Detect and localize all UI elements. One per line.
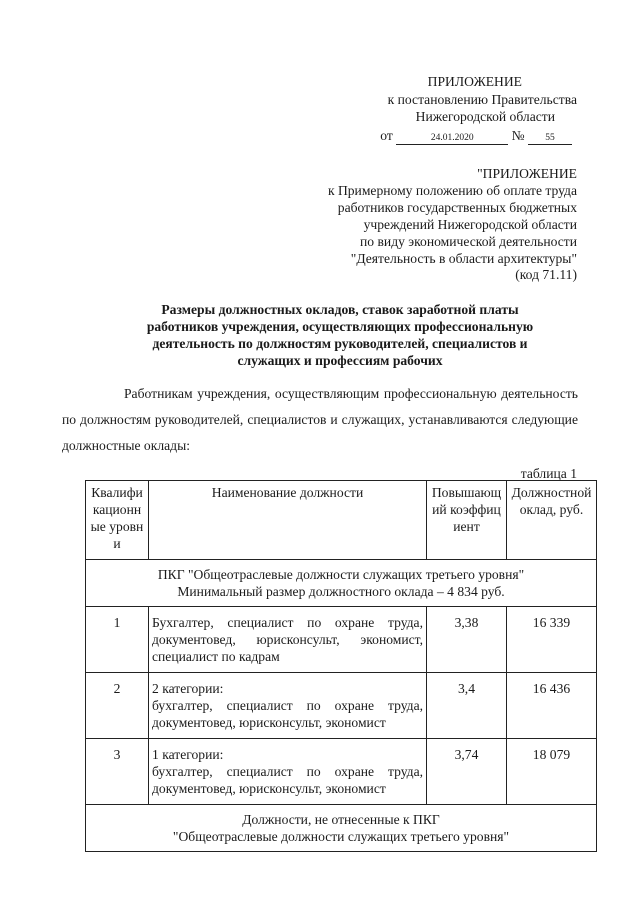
table-row (86, 739, 597, 805)
section-cell (86, 560, 597, 607)
cell-level: 3 (86, 739, 149, 805)
appendix2-line: (код 71.11) (515, 267, 577, 282)
from-label: от (380, 128, 393, 143)
intro-text: Работникам учреждения, осуществляющим профессиональную деятельность по должностям руководителей, специалистов и служащих, устанавливаются следующие должностные оклады: (62, 386, 578, 453)
cell-salary: 16 436 (507, 673, 597, 739)
appendix2-line: к Примерному положению об оплате труда (327, 183, 577, 198)
cell-coef: 3,38 (427, 607, 507, 673)
appendix2-line: по виду экономической деятельности (360, 234, 577, 249)
table-caption: таблица 1 (520, 466, 577, 481)
cell-coef: 3,4 (427, 673, 507, 739)
appendix-date: 24.01.2020 (396, 132, 508, 145)
cell-level: 2 (86, 673, 149, 739)
appendix2-line: учреждений Нижегородской области (363, 217, 577, 232)
heading-line: Размеры должностных окладов, ставок заработной платы (161, 302, 519, 317)
cell-salary: 16 339 (507, 607, 597, 673)
cell-level: 1 (86, 607, 149, 673)
heading-line: служащих и профессиям рабочих (237, 353, 443, 368)
cell-salary: 18 079 (507, 739, 597, 805)
header-salary: Должностной оклад, руб. (507, 481, 597, 560)
document-heading (100, 301, 580, 369)
intro-paragraph (62, 381, 578, 459)
appendix2-title: "ПРИЛОЖЕНИЕ (477, 166, 577, 181)
header-position: Наименование должности (149, 481, 427, 560)
appendix-line: к постановлению Правительства (387, 92, 577, 107)
cell-position: Бухгалтер, специалист по охране труда, документовед, юрисконсульт, экономист, специалист по кадрам (149, 607, 427, 673)
table-header-row (86, 481, 597, 560)
table-row (86, 607, 597, 673)
appendix-title: ПРИЛОЖЕНИЕ (427, 74, 522, 89)
position-category: 1 категории: (152, 747, 224, 762)
appendix-number: 55 (528, 132, 572, 145)
heading-line: работников учреждения, осуществляющих профессиональную (146, 319, 534, 334)
appendix-date-line (380, 127, 572, 145)
cell-coef: 3,74 (427, 739, 507, 805)
position-list: бухгалтер, специалист по охране труда, документовед, юрисконсульт, экономист (152, 698, 423, 730)
heading-line: деятельность по должностям руководителей, специалистов и (152, 336, 528, 351)
section-subtitle: Минимальный размер должностного оклада – 4 834 руб. (177, 584, 505, 599)
salary-table (85, 480, 597, 852)
appendix2-line: "Деятельность в области архитектуры" (350, 251, 577, 266)
section-title: Должности, не отнесенные к ПКГ (242, 812, 440, 827)
position-category: 2 категории: (152, 681, 224, 696)
table-row (86, 673, 597, 739)
position-list: бухгалтер, специалист по охране труда, документовед, юрисконсульт, экономист (152, 764, 423, 796)
section-subtitle: "Общеотраслевые должности служащих третьего уровня" (172, 829, 510, 844)
cell-position (149, 739, 427, 805)
appendix2-line: работников государственных бюджетных (337, 200, 577, 215)
section-row (86, 805, 597, 852)
section-cell (86, 805, 597, 852)
section-title: ПКГ "Общеотраслевые должности служащих третьего уровня" (157, 567, 525, 582)
appendix-line: Нижегородской области (415, 109, 555, 124)
section-row (86, 560, 597, 607)
cell-position (149, 673, 427, 739)
header-coef: Повышающий коэффициент (427, 481, 507, 560)
header-level: Квалификационные уровни (86, 481, 149, 560)
number-label: № (511, 128, 525, 143)
